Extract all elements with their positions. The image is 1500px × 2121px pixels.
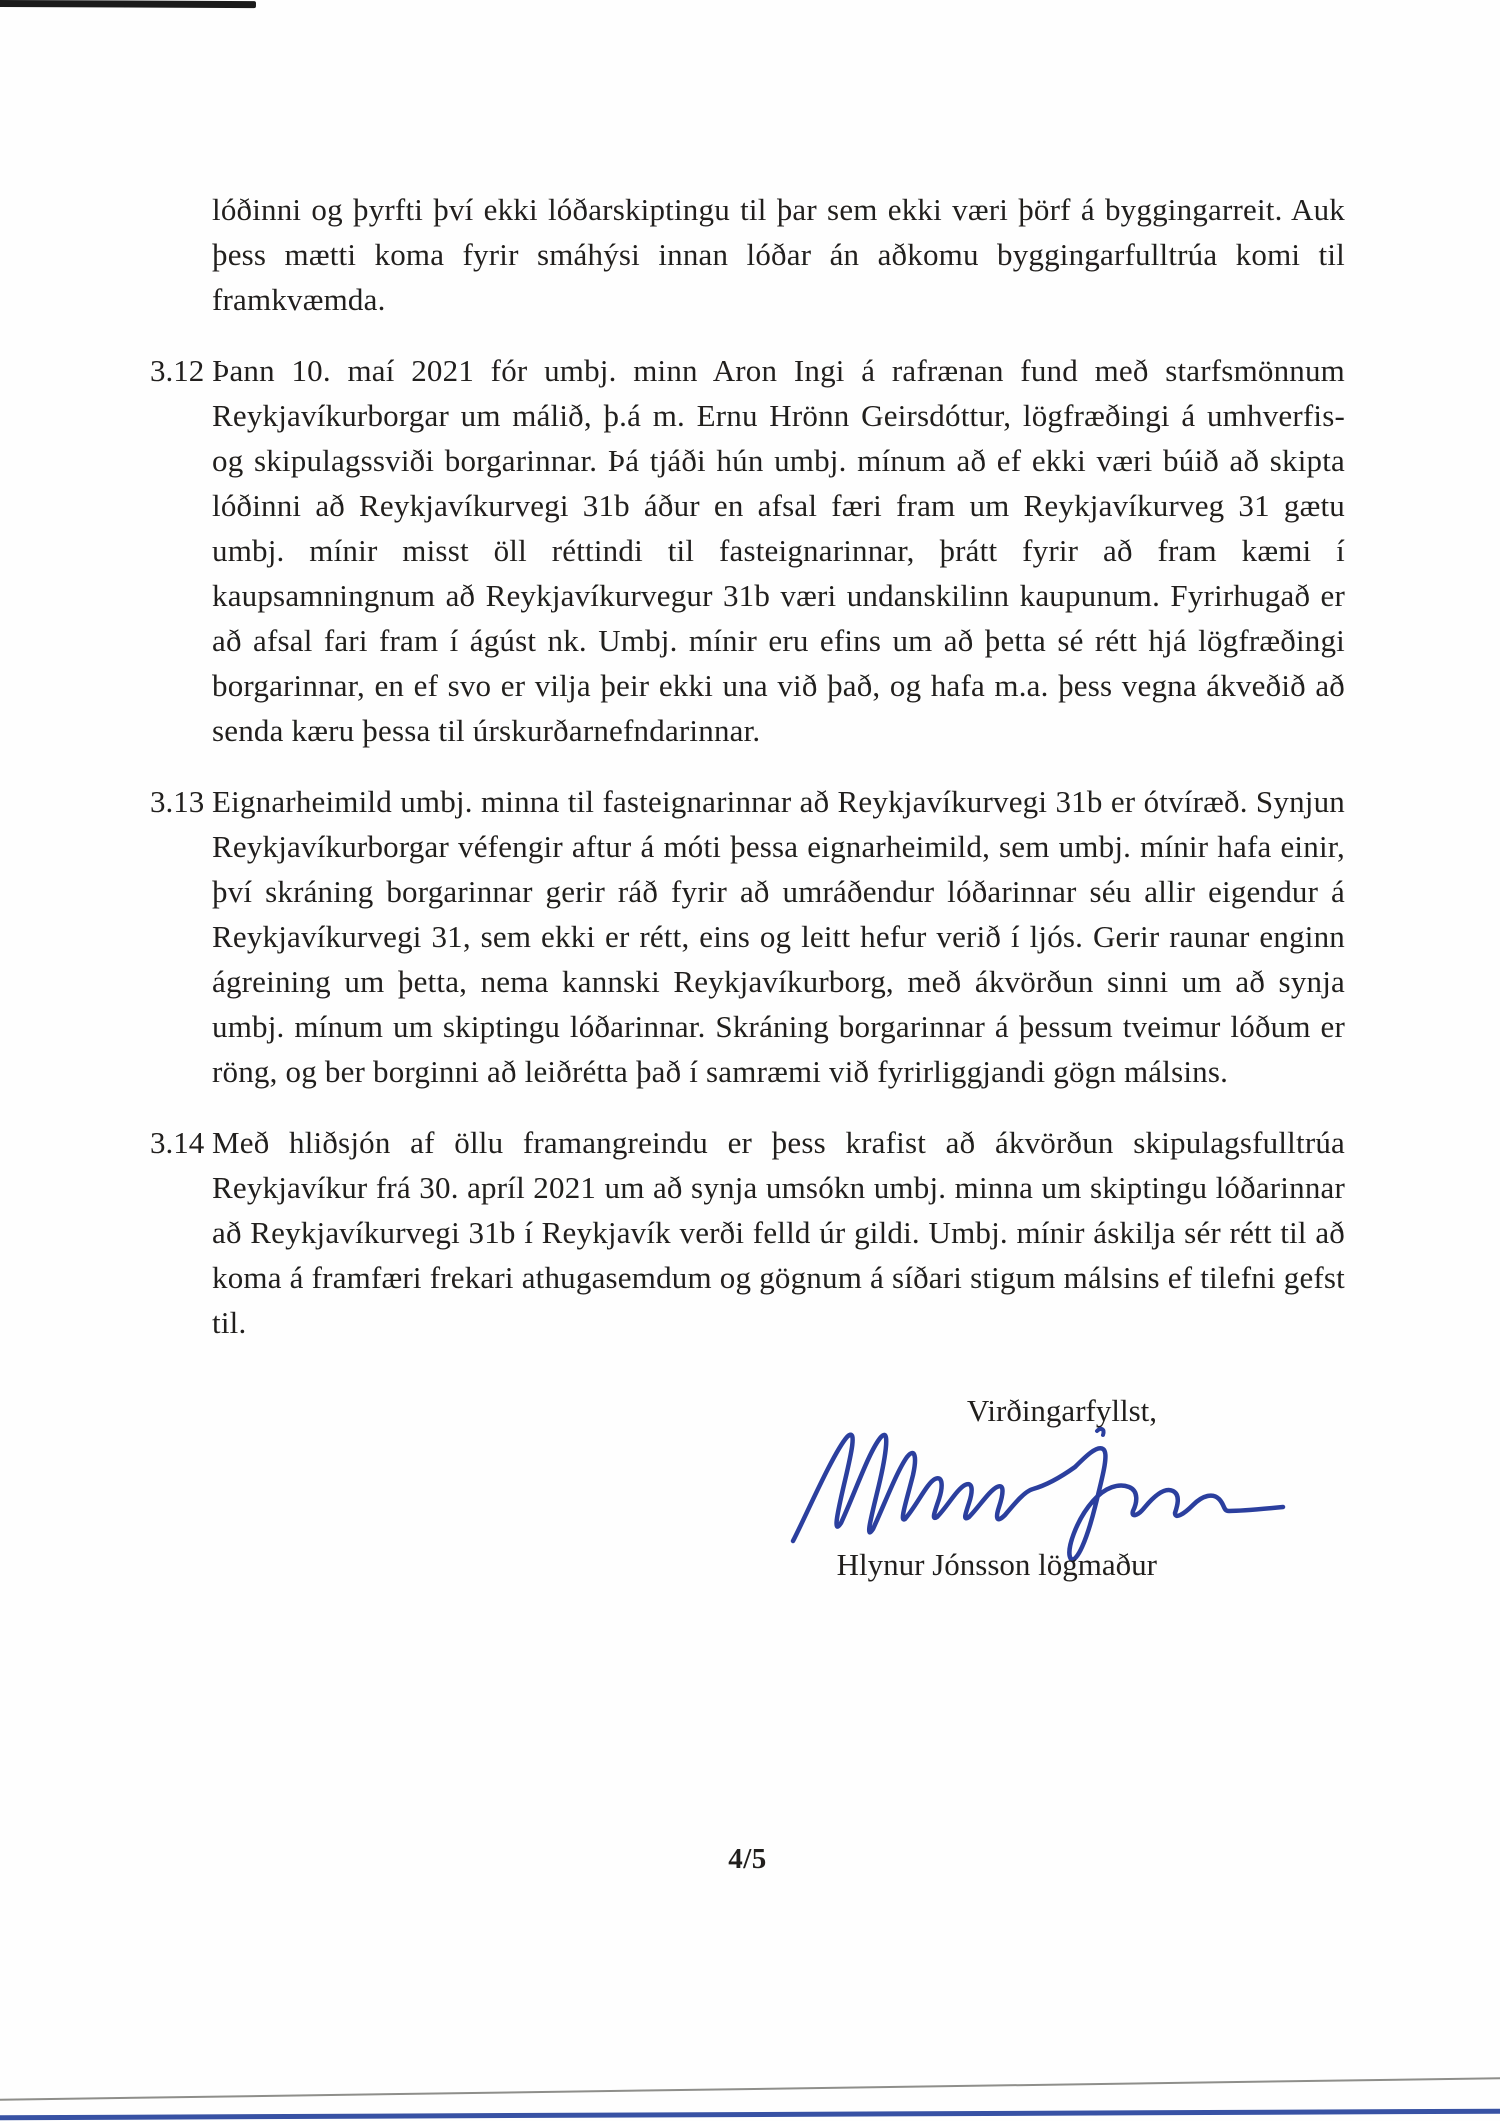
section-text: Eignarheimild umbj. minna til fasteignarinnar að Reykjavíkurvegi 31b er ótvíræð. Synjun Reykjavíkurborgar véfengir aftur á móti þessa eignarheimild, sem umbj. mínir hafa einir, því skráning borgarinnar gerir ráð fyrir að umráðendur lóðarinnar séu allir eigendur á Reykjavíkurvegi 31, sem ekki er rétt, eins og leitt hefur verið í ljós. Gerir raunar enginn ágreining um þetta, nema kannski Reykjavíkurborg, með ákvörðun sinni um að synja umbj. mínum um skiptingu lóðarinnar. Skráning borgarinnar á þessum tveimur lóðum er röng, og ber borginni að leiðrétta það í samræmi við fyrirliggjandi gögn málsins.: [212, 784, 1345, 1089]
closing-salutation: Virðingarfyllst,: [966, 1393, 1157, 1428]
section-3-14: [150, 1120, 1345, 1345]
page-number: 4/5: [728, 1843, 767, 1875]
signatory-name: Hlynur Jónsson lögmaður: [836, 1547, 1157, 1582]
paragraph-continuation: lóðinni og þyrfti því ekki lóðarskiptingu til þar sem ekki væri þörf á byggingarreit. Auk þess mætti koma fyrir smáhýsi innan lóðar án aðkomu byggingarfulltrúa komi til framkvæmda.: [212, 192, 1345, 317]
section-3-12: [150, 348, 1345, 753]
signature-block: [150, 1385, 1345, 1605]
section-text: Þann 10. maí 2021 fór umbj. minn Aron Ingi á rafrænan fund með starfsmönnum Reykjavíkurborgar um málið, þ.á m. Ernu Hrönn Geirsdóttur, lögfræðingi á umhverfis- og skipulagssviði borgarinnar. Þá tjáði hún umbj. mínum að ef ekki væri búið að skipta lóðinni að Reykjavíkurvegi 31b áður en afsal færi fram um Reykjavíkurveg 31 gætu umbj. mínir misst öll réttindi til fasteignarinnar, þrátt fyrir að fram kæmi í kaupsamningnum að Reykjavíkurvegur 31b væri undanskilinn kaupunum. Fyrirhugað er að afsal fari fram í ágúst nk. Umbj. mínir eru efins um að þetta sé rétt hjá lögfræðingi borgarinnar, en ef svo er vilja þeir ekki una við það, og hafa m.a. þess vegna ákveðið að senda kæru þessa til úrskurðarnefndarinnar.: [212, 353, 1345, 748]
section-number: 3.13: [150, 784, 205, 819]
page-footer-line: [0, 2109, 1500, 2121]
section-text: Með hliðsjón af öllu framangreindu er þess krafist að ákvörðun skipulagsfulltrúa Reykjavíkur frá 30. apríl 2021 um að synja umsókn umbj. minna um skiptingu lóðarinnar að Reykjavíkurvegi 31b í Reykjavík verði felld úr gildi. Umbj. mínir áskilja sér rétt til að koma á framfæri frekari athugasemdum og gögnum á síðari stigum málsins ef tilefni gefst til.: [212, 1125, 1345, 1340]
section-number: 3.14: [150, 1125, 205, 1160]
section-3-13: [150, 779, 1345, 1094]
scan-line-artifact: [0, 2077, 1500, 2101]
signature-stroke: [793, 1435, 1283, 1560]
signature-accent-stroke: [1097, 1429, 1104, 1435]
section-number: 3.12: [150, 353, 205, 388]
